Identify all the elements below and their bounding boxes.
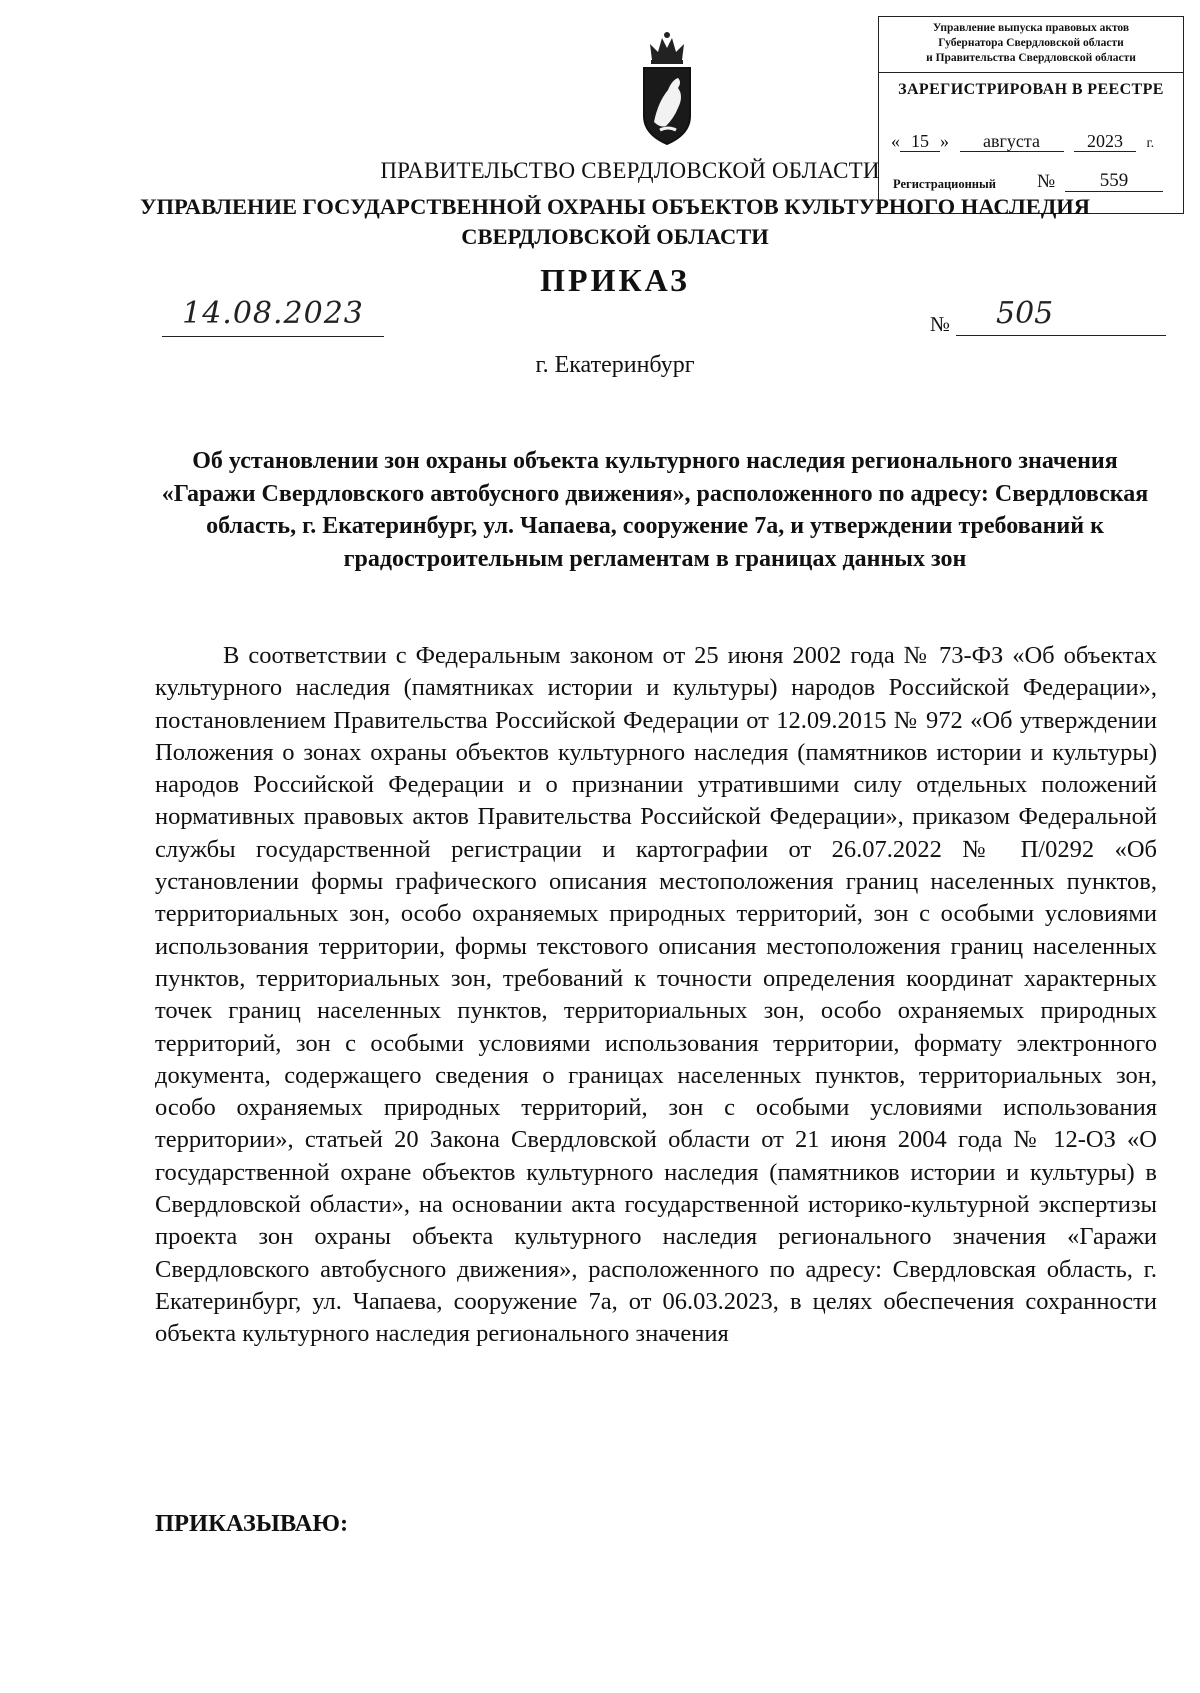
order-number-sign: №: [930, 312, 951, 336]
order-title: ПРИКАЗ: [540, 262, 690, 298]
stamp-header-line: Губернатора Свердловской области: [938, 37, 1124, 49]
stamp-reg-label: Регистрационный: [893, 177, 996, 191]
order-command: ПРИКАЗЫВАЮ:: [155, 1510, 349, 1537]
city: г. Екатеринбург: [535, 352, 695, 378]
stamp-year-suffix: г.: [1146, 136, 1155, 151]
order-number: 505: [956, 296, 1166, 336]
stamp-day: 15: [900, 131, 940, 152]
stamp-close-quote: »: [940, 131, 949, 151]
stamp-header-line: и Правительства Свердловской области: [926, 52, 1136, 64]
government-name: ПРАВИТЕЛЬСТВО СВЕРДЛОВСКОЙ ОБЛАСТИ: [380, 158, 880, 183]
stamp-header-line: Управление выпуска правовых актов: [932, 22, 1130, 34]
stamp-month: августа: [960, 131, 1064, 152]
department-name: [0, 192, 1200, 252]
order-date: 14.08.2023: [162, 296, 384, 337]
stamp-year: 2023: [1074, 131, 1136, 152]
stamp-number-sign: №: [1037, 171, 1056, 192]
stamp-reg-number: 559: [1065, 171, 1163, 192]
stamp-date-row: [891, 131, 1154, 152]
registration-stamp: [878, 16, 1184, 214]
department-line: СВЕРДЛОВСКОЙ ОБЛАСТИ: [461, 224, 769, 249]
stamp-open-quote: «: [891, 131, 900, 151]
stamp-registered-label: ЗАРЕГИСТРИРОВАН В РЕЕСТРЕ: [898, 81, 1164, 98]
stamp-header: [879, 17, 1183, 73]
department-line: УПРАВЛЕНИЕ ГОСУДАРСТВЕННОЙ ОХРАНЫ ОБЪЕКТОВ КУЛЬТУРНОГО НАСЛЕДИЯ: [139, 194, 1091, 219]
body-paragraph: В соответствии с Федеральным законом от 25 июня 2002 года № 73-ФЗ «Об объектах культурного наследия (памятниках истории и культуры) народов Российской Федерации», постановлением Правительства Российской Федерации от 12.09.2015 № 972 «Об утверждении Положения о зонах охраны объектов культурного наследия (памятников истории и культуры) народов Российской Федерации и о признании утратившими силу отдельных положений нормативных правовых актов Правительства Российской Федерации», приказом Федеральной службы государственной регистрации и картографии от 26.07.2022 № П/0292 «Об установлении формы графического описания местоположения границ населенных пунктов, территориальных зон, особо охраняемых природных территорий, зон с особыми условиями использования территории, формы текстового описания местоположения границ населенных пунктов, территориальных зон, требований к точности определения координат характерных точек границ населенных пунктов, территориальных зон, особо охраняемых природных территорий, зон с особыми условиями использования территории, формату электронного документа, содержащего сведения о границах населенных пунктов, территориальных зон, особо охраняемых природных территорий, зон с особыми условиями использования территории», статьей 20 Закона Свердловской области от 21 июня 2004 года № 12-ОЗ «О государственной охране объектов культурного наследия (памятников истории и культуры) в Свердловской области», на основании акта государственной историко-культурной экспертизы проекта зон охраны объекта культурного наследия регионального значения «Гаражи Свердловского автобусного движения», расположенного по адресу: Свердловская область, г. Екатеринбург, ул. Чапаева, сооружение 7а, от 06.03.2023, в целях обеспечения сохранности объекта культурного наследия регионального значения: [155, 642, 1157, 1348]
coat-of-arms-icon: [638, 30, 696, 148]
order-subject: Об установлении зон охраны объекта культурного наследия регионального значения «Гаражи Свердловского автобусного движения», расположенного по адресу: Свердловская область, г. Екатеринбург, ул. Чапаева, сооружение 7а, и утверждении требований к градостроительным регламентам в границах данных зон: [161, 448, 1149, 572]
